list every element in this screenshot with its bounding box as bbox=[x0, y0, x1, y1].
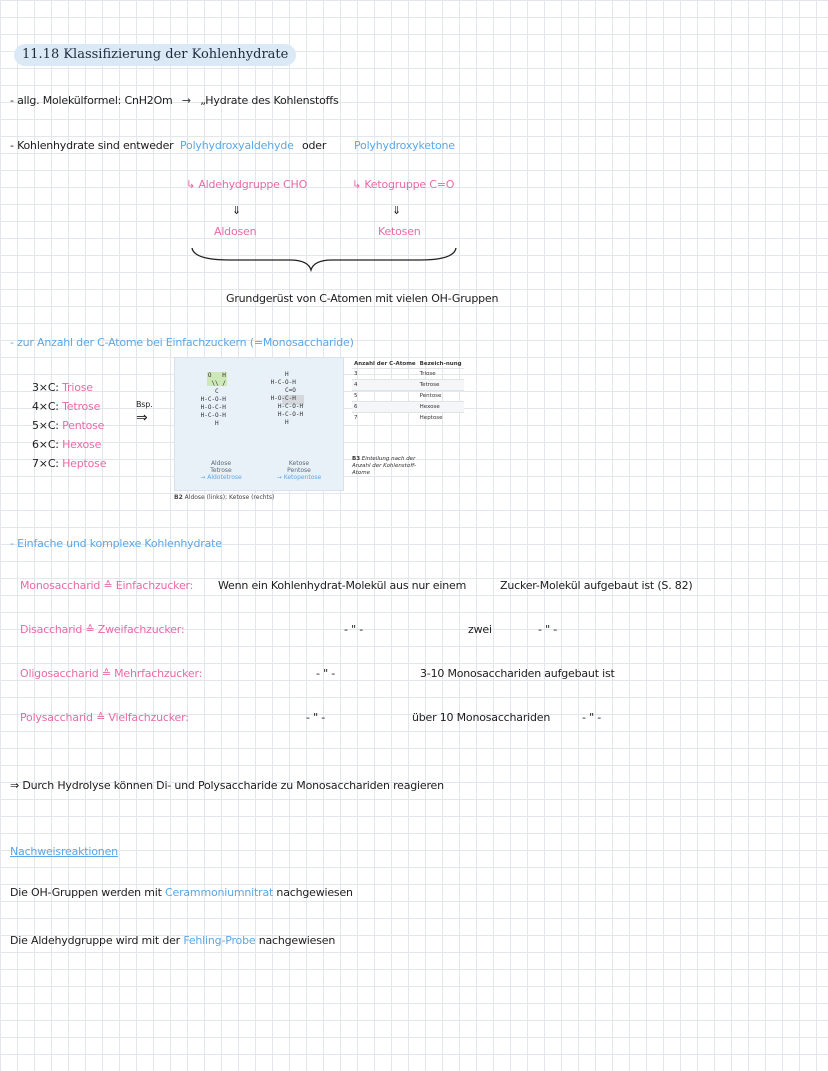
di-text: zwei bbox=[468, 623, 492, 636]
table-row: 5 Pentose bbox=[352, 391, 464, 402]
table-row: 4 Tetrose bbox=[352, 380, 464, 391]
ketosen-result: Ketosen bbox=[378, 225, 421, 238]
oligo-ditto: - " - bbox=[316, 667, 335, 680]
reagent-cerammoniumnitrat: Cerammoniumnitrat bbox=[165, 886, 274, 899]
oligo-text: 3-10 Monosacchariden aufgebaut ist bbox=[420, 667, 615, 680]
einfach-heading: - Einfache und komplexe Kohlenhydrate bbox=[10, 537, 222, 550]
formula-lead: - allg. Molekülformel: CnH2Om bbox=[10, 94, 173, 107]
table-header: Bezeich-nung bbox=[419, 361, 462, 367]
aldosen-result: Aldosen bbox=[214, 225, 257, 238]
curly-brace-icon bbox=[190, 244, 460, 274]
hydrolyse-note: ⇒ Durch Hydrolyse können Di- und Polysaccharide zu Monosacchariden reagieren bbox=[10, 779, 444, 792]
table-row: 7 Heptose bbox=[352, 413, 464, 424]
di-ditto: - " - bbox=[344, 623, 363, 636]
list-item: 3×C: Triose bbox=[32, 381, 93, 394]
nachweis-heading: Nachweisreaktionen bbox=[10, 845, 118, 858]
aldose-caption: Aldose Tetrose → Aldotetrose bbox=[200, 460, 242, 481]
mono-zucker-text: Zucker-Molekül aufgebaut ist (S. 82) bbox=[500, 579, 693, 592]
table-caption: B3 Einteilung nach der Anzahl der Kohlenstoff-Atome bbox=[352, 456, 417, 476]
bsp-label: Bsp. bbox=[136, 400, 153, 409]
c-atom-table bbox=[352, 360, 464, 423]
poly-term: Polysaccharid ≙ Vielfachzucker: bbox=[20, 711, 189, 724]
arrow-icon: → bbox=[181, 94, 191, 107]
poly-text: über 10 Monosacchariden bbox=[412, 711, 551, 724]
list-item: 4×C: Tetrose bbox=[32, 400, 101, 413]
sugar-structure-figure bbox=[174, 357, 344, 491]
aldehyde-group-note: ↳ Aldehydgruppe CHO bbox=[186, 178, 308, 191]
di-term: Disaccharid ≙ Zweifachzucker: bbox=[20, 623, 185, 636]
c-atom-list bbox=[32, 378, 106, 473]
bsp-arrow-icon: ⇒ bbox=[136, 410, 148, 426]
list-item: 7×C: Heptose bbox=[32, 457, 107, 470]
page-title: 11.18 Klassifizierung der Kohlenhydrate bbox=[14, 44, 296, 66]
down-arrow-icon: ⇓ bbox=[392, 204, 402, 217]
brace-note: Grundgerüst von C-Atomen mit vielen OH-Gruppen bbox=[226, 292, 499, 305]
table-row: 3 Triose bbox=[352, 369, 464, 380]
table-row: 6 Hexose bbox=[352, 402, 464, 413]
polyhydroxyketone-term: Polyhydroxyketone bbox=[354, 139, 455, 152]
list-item: 5×C: Pentose bbox=[32, 419, 105, 432]
definition-lead: - Kohlenhydrate sind entweder bbox=[10, 139, 174, 152]
table-header: Anzahl der C-Atome bbox=[354, 361, 416, 367]
oligo-term: Oligosaccharid ≙ Mehrfachzucker: bbox=[20, 667, 203, 680]
aldose-structure: O H \\ / C H-C-O-H H-O-C-H H-C-O-H H bbox=[200, 372, 226, 427]
ketose-caption: Ketose Pentose → Ketopentose bbox=[276, 460, 322, 481]
keto-group-note: ↳ Ketogruppe C=O bbox=[352, 178, 455, 191]
down-arrow-icon: ⇓ bbox=[232, 204, 242, 217]
poly-ditto2: - " - bbox=[582, 711, 601, 724]
formula-line bbox=[10, 94, 339, 107]
list-item: 6×C: Hexose bbox=[32, 438, 102, 451]
mono-term: Monosaccharid ≙ Einfachzucker: bbox=[20, 579, 194, 592]
ketose-structure: H H-C-O-H C=O H-O-C-H H-C-O-H H-C-O-H H bbox=[270, 371, 304, 426]
polyhydroxyaldehyde-term: Polyhydroxyaldehyde bbox=[180, 139, 294, 152]
nachweis-line-1: Die OH-Gruppen werden mit Cerammoniumnitrat nachgewiesen bbox=[10, 886, 353, 899]
figure-caption: B2 Aldose (links); Ketose (rechts) bbox=[174, 494, 275, 501]
formula-tail: „Hydrate des Kohlenstoffs bbox=[200, 94, 339, 107]
anzahl-heading: - zur Anzahl der C-Atome bei Einfachzuckern (=Monosaccharide) bbox=[10, 336, 354, 349]
nachweis-line-2: Die Aldehydgruppe wird mit der Fehling-Probe nachgewiesen bbox=[10, 934, 336, 947]
di-ditto2: - " - bbox=[538, 623, 557, 636]
mono-text: Wenn ein Kohlenhydrat-Molekül aus nur einem bbox=[218, 579, 467, 592]
or-word: oder bbox=[302, 139, 327, 152]
reagent-fehling: Fehling-Probe bbox=[183, 934, 256, 947]
poly-ditto: - " - bbox=[306, 711, 325, 724]
